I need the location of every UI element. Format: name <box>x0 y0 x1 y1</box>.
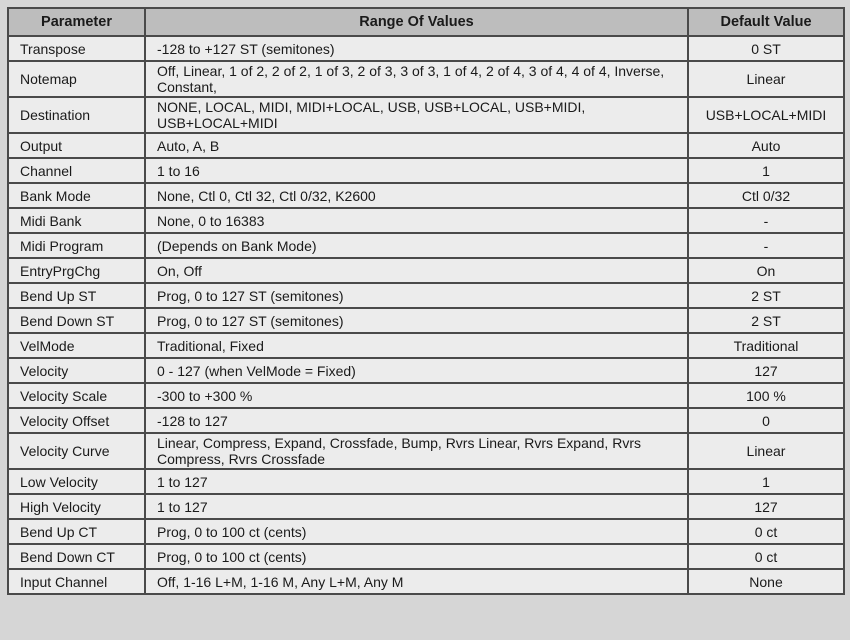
parameter-cell: Velocity Scale <box>8 383 145 408</box>
default-cell: 0 ST <box>688 36 844 61</box>
parameter-cell: Velocity Offset <box>8 408 145 433</box>
parameter-cell: Midi Program <box>8 233 145 258</box>
range-cell: Auto, A, B <box>145 133 688 158</box>
table-row <box>8 183 844 208</box>
default-cell: Traditional <box>688 333 844 358</box>
range-cell: 1 to 127 <box>145 494 688 519</box>
default-cell: 2 ST <box>688 283 844 308</box>
range-cell: None, 0 to 16383 <box>145 208 688 233</box>
default-cell: 2 ST <box>688 308 844 333</box>
range-cell: Traditional, Fixed <box>145 333 688 358</box>
default-cell: 0 ct <box>688 544 844 569</box>
table-row <box>8 383 844 408</box>
range-cell: 1 to 127 <box>145 469 688 494</box>
table-row <box>8 233 844 258</box>
range-cell: None, Ctl 0, Ctl 32, Ctl 0/32, K2600 <box>145 183 688 208</box>
default-cell: USB+LOCAL+MIDI <box>688 97 844 133</box>
range-cell: NONE, LOCAL, MIDI, MIDI+LOCAL, USB, USB+LOCAL, USB+MIDI, USB+LOCAL+MIDI <box>145 97 688 133</box>
default-cell: 1 <box>688 469 844 494</box>
default-cell: 0 <box>688 408 844 433</box>
default-cell: - <box>688 233 844 258</box>
default-cell: Linear <box>688 61 844 97</box>
parameter-table <box>7 7 845 595</box>
table-row <box>8 333 844 358</box>
range-cell: Off, Linear, 1 of 2, 2 of 2, 1 of 3, 2 of 3, 3 of 3, 1 of 4, 2 of 4, 3 of 4, 4 of 4, Inverse, Constant, <box>145 61 688 97</box>
default-cell: None <box>688 569 844 594</box>
table-row <box>8 519 844 544</box>
default-cell: Linear <box>688 433 844 469</box>
table-row <box>8 544 844 569</box>
parameter-cell: Bend Down CT <box>8 544 145 569</box>
default-cell: 127 <box>688 494 844 519</box>
default-cell: On <box>688 258 844 283</box>
parameter-cell: Transpose <box>8 36 145 61</box>
parameter-cell: Bank Mode <box>8 183 145 208</box>
header-parameter: Parameter <box>8 8 145 36</box>
range-cell: 1 to 16 <box>145 158 688 183</box>
parameter-cell: Input Channel <box>8 569 145 594</box>
parameter-cell: Low Velocity <box>8 469 145 494</box>
table-row <box>8 569 844 594</box>
table-row <box>8 133 844 158</box>
table-row <box>8 36 844 61</box>
default-cell: 100 % <box>688 383 844 408</box>
parameter-cell: Notemap <box>8 61 145 97</box>
table-row <box>8 308 844 333</box>
table-row <box>8 494 844 519</box>
table-row <box>8 433 844 469</box>
default-cell: 1 <box>688 158 844 183</box>
range-cell: Prog, 0 to 100 ct (cents) <box>145 519 688 544</box>
header-range: Range Of Values <box>145 8 688 36</box>
table-row <box>8 408 844 433</box>
default-cell: - <box>688 208 844 233</box>
parameter-cell: Velocity <box>8 358 145 383</box>
range-cell: Linear, Compress, Expand, Crossfade, Bump, Rvrs Linear, Rvrs Expand, Rvrs Compress, Rvrs Crossfade <box>145 433 688 469</box>
parameter-cell: VelMode <box>8 333 145 358</box>
table-header-row <box>8 8 844 36</box>
header-default: Default Value <box>688 8 844 36</box>
table-row <box>8 97 844 133</box>
table-row <box>8 61 844 97</box>
parameter-cell: Bend Down ST <box>8 308 145 333</box>
parameter-cell: Destination <box>8 97 145 133</box>
parameter-cell: EntryPrgChg <box>8 258 145 283</box>
default-cell: 127 <box>688 358 844 383</box>
table-row <box>8 158 844 183</box>
parameter-cell: High Velocity <box>8 494 145 519</box>
range-cell: Off, 1-16 L+M, 1-16 M, Any L+M, Any M <box>145 569 688 594</box>
range-cell: On, Off <box>145 258 688 283</box>
parameter-cell: Channel <box>8 158 145 183</box>
range-cell: Prog, 0 to 127 ST (semitones) <box>145 283 688 308</box>
range-cell: Prog, 0 to 127 ST (semitones) <box>145 308 688 333</box>
default-cell: Auto <box>688 133 844 158</box>
table-row <box>8 208 844 233</box>
parameter-cell: Bend Up ST <box>8 283 145 308</box>
parameter-cell: Velocity Curve <box>8 433 145 469</box>
parameter-cell: Bend Up CT <box>8 519 145 544</box>
range-cell: (Depends on Bank Mode) <box>145 233 688 258</box>
table-row <box>8 258 844 283</box>
table-row <box>8 283 844 308</box>
range-cell: Prog, 0 to 100 ct (cents) <box>145 544 688 569</box>
default-cell: 0 ct <box>688 519 844 544</box>
range-cell: 0 - 127 (when VelMode = Fixed) <box>145 358 688 383</box>
range-cell: -300 to +300 % <box>145 383 688 408</box>
range-cell: -128 to +127 ST (semitones) <box>145 36 688 61</box>
table-row <box>8 469 844 494</box>
default-cell: Ctl 0/32 <box>688 183 844 208</box>
table-row <box>8 358 844 383</box>
range-cell: -128 to 127 <box>145 408 688 433</box>
parameter-cell: Output <box>8 133 145 158</box>
parameter-cell: Midi Bank <box>8 208 145 233</box>
